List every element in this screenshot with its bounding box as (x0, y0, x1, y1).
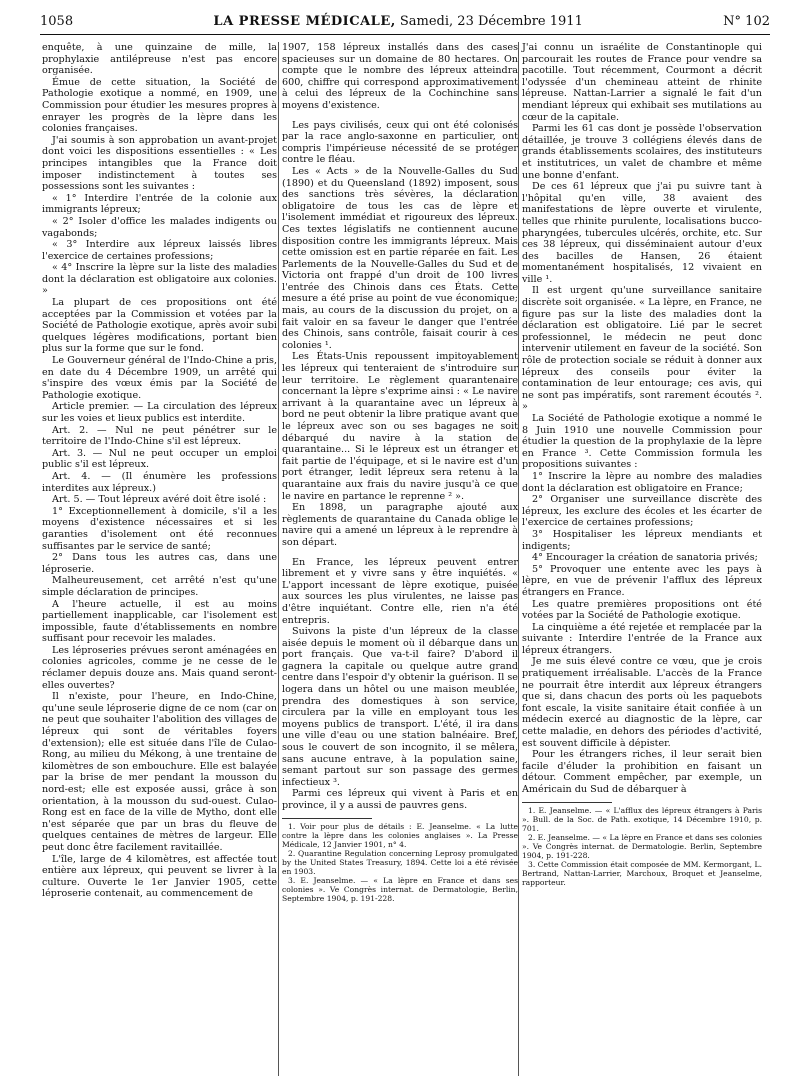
paragraph: Malheureusement, cet arrêté n'est qu'une simple déclaration de principes. (42, 575, 277, 598)
paragraph: De ces 61 lépreux que j'ai pu suivre tant à l'hôpital qu'en ville, 38 avaient des manifestations de lèpre ouverte et virulente, telles que rhinite purulente, localisations bucco-pharyngées, tubercules ulcérés, orchite, etc. Sur ces 38 lépreux, qui disséminaient autour d'eux des bacilles de Hansen, 26 étaient momentanément hospitalisés, 12 vivaient en ville ¹. (522, 181, 762, 285)
paragraph: J'ai soumis à son approbation un avant-projet dont voici les dispositions essentielles : « Les principes intangibles que la France doit imposer indistinctement à toutes ses possessions sont les suivantes : (42, 134, 277, 193)
footnote: 3. E. Jeanselme. — « La lèpre en France et dans ses colonies ». Ve Congrès internat. de Dermatologie, Berlin, Septembre 1904, p. 191-228. (282, 875, 518, 903)
footnotes (282, 822, 518, 903)
article-paragraph: Article premier. — La circulation des lépreux sur les voies et lieux publics est interdite. (42, 401, 277, 424)
paragraph: Parmi ces lépreux qui vivent à Paris et en province, il y a aussi de pauvres gens. (282, 788, 518, 811)
paragraph: 2° Organiser une surveillance discrète des lépreux, les exclure des écoles et les écarter de l'exercice de certaines professions; (522, 494, 762, 529)
paragraph: En 1898, un paragraphe ajouté aux règlements de quarantaine du Canada oblige le navire qui a amené un lépreux à le reprendre à son départ. (282, 502, 518, 548)
page-number: 1058 (40, 13, 74, 29)
journal-masthead (213, 14, 582, 29)
paragraph: Les léproseries prévues seront aménagées en colonies agricoles, comme je ne cesse de le réclamer depuis douze ans. Mais quand seront-elles ouvertes? (42, 644, 277, 691)
paragraph: Il est urgent qu'une surveillance sanitaire discrète soit organisée. « La lèpre, en France, ne figure pas sur la liste des maladies dont la déclaration est obligatoire. Lié par le secret professionnel, le médecin ne peut donc intervenir utilement en faveur de la société. Son rôle de protection sociale se réduit à donner aux lépreux des conseils pour éviter la contamination de leur entourage; ces avis, qui ne sont pas impératifs, sont rarement écoutés ². » (522, 285, 762, 413)
paragraph: Les pays civilisés, ceux qui ont été colonisés par la race anglo-saxonne en particulier, ont compris l'impérieuse nécessité de se protéger contre le fléau. (282, 119, 518, 166)
paragraph: « 4° Inscrire la lèpre sur la liste des maladies dont la déclaration est obligatoire aux colonies. » (42, 262, 277, 297)
issue-date: Samedi, 23 Décembre 1911 (395, 13, 583, 29)
paragraph: 2° Dans tous les autres cas, dans une léproserie. (42, 552, 277, 575)
paragraph: La Société de Pathologie exotique a nommé le 8 Juin 1910 une nouvelle Commission pour étudier la question de la prophylaxie de la lèpre en France ³. Cette Commission formula les propositions suivantes : (522, 413, 762, 471)
column-left (42, 42, 277, 900)
paragraph: 4° Encourager la création de sanatoria privés; (532, 552, 758, 564)
paragraph: « 3° Interdire aux lépreux laissés libres l'exercice de certaines professions; (42, 239, 277, 262)
column-right (522, 42, 762, 887)
paragraph: Parmi les 61 cas dont je possède l'observation détaillée, je trouve 3 collégiens élevés dans de grands établissements scolaires, des instituteurs et institutrices, un valet de chambre et même une bonne d'enfant. (522, 123, 762, 181)
paragraph: Suivons la piste d'un lépreux de la classe aisée depuis le moment où il débarque dans un port français. Que va-t-il faire? D'abord il gagnera la capitale ou quelque autre grand centre dans l'espoir d'y obtenir la guérison. Il se logera dans un hôtel ou une maison meublée, prendra des domestiques à son service, circulera par la ville en employant tous les moyens publics de transport. L'été, il ira dans une ville d'eau ou une station balnéaire. Bref, sous le couvert de son incognito, il se mêlera, sans aucune entrave, à la population saine, semant partout sur son passage des germes infectieux ³. (282, 626, 518, 788)
article-paragraph: Art. 2. — Nul ne peut pénétrer sur le territoire de l'Indo-Chine s'il est lépreux. (42, 424, 277, 448)
paragraph: L'île, large de 4 kilomètres, est affectée tout entière aux lépreux, qui peuvent se livrer à la culture. Ouverte le 1er Janvier 1905, cette léproserie contenait, au commencement de (42, 853, 277, 900)
footnote-separator (522, 802, 612, 803)
paragraph: « 1° Interdire l'entrée de la colonie aux immigrants lépreux; (42, 192, 277, 216)
paragraph: 1907, 158 lépreux installés dans des cases spacieuses sur un domaine de 80 hectares. On compte que le nombre des lépreux atteindra 600, chiffre qui correspond approximativement à celui des lépreux de la Cochinchine sans moyens d'existence. (282, 42, 518, 111)
paragraph: A l'heure actuelle, il est au moins partiellement inapplicable, car l'isolement est impossible, faute d'établissements en nombre suffisant pour recevoir les malades. (42, 598, 277, 645)
paragraph: Je me suis élevé contre ce vœu, que je crois pratiquement irréalisable. L'accès de la France ne pourrait être interdit aux lépreux étrangers que si, dans chacun des ports où les paquebots font escale, la visite sanitaire était confiée à un médecin exercé au diagnostic de la lèpre, car cette maladie, en dehors des périodes d'activité, est souvent difficile à dépister. (522, 656, 762, 749)
paragraph: Il n'existe, pour l'heure, en Indo-Chine, qu'une seule léproserie digne de ce nom (car on ne peut que souhaiter l'abolition des villages de lépreux qui sont de véritables foyers d'extension); elle est située dans l'île de Culao-Rong, au milieu du Mékong, à une trentaine de kilomètres de son embouchure. Elle est balayée par la brise de mer pendant la mousson du nord-est; elle est exposée aussi, grâce à son orientation, à la mousson du sud-ouest. Culao-Rong est en face de la ville de Mytho, dont elle n'est séparée que par un bras du fleuve de quelques centaines de mètres de largeur. Elle peut donc être facilement ravitaillée. (42, 691, 277, 853)
footnote: 2. Quarantine Regulation concerning Leprosy promulgated by the United States Treasury, 1894. Cette loi a été révisée en 1903. (282, 848, 518, 876)
paragraph: La plupart de ces propositions ont été acceptées par la Commission et votées par la Société de Pathologie exotique, après avoir subi quelques légères modifications, portant bien plus sur la forme que sur le fond. (42, 297, 277, 355)
paragraph: J'ai connu un israélite de Constantinople qui parcourait les routes de France pour vendre sa pacotille. Tout récemment, Courmont a décrit l'odyssée d'un chemineau atteint de rhinite lépreuse. Nattan-Larrier a signalé le fait d'un mendiant lépreux qui exhibait ses mutilations au cœur de la capitale. (522, 42, 762, 123)
article-paragraph: Art. 4. — (Il énumère les professions interdites aux lépreux.) (42, 470, 277, 494)
paragraph: 3° Hospitaliser les lépreux mendiants et indigents; (522, 528, 762, 552)
paragraph: Les États-Unis repoussent impitoyablement les lépreux qui tenteraient de s'introduire sur leur territoire. Le règlement quarantenaire concernant la lèpre s'exprime ainsi : « Le navire arrivant à la quarantaine avec un lépreux à bord ne peut obtenir la libre pratique avant que le lépreux avec son ou ses bagages ne soit débarqué du navire à la station de quarantaine... Si le lépreux est un étranger et fait partie de l'équipage, et si le navire est d'un port étranger, ledit lépreux sera retenu à la quarantaine aux frais du navire jusqu'à ce que le navire en partance le reprenne ² ». (282, 351, 518, 502)
article-paragraph: Art. 5. — Tout lépreux avéré doit être isolé : (52, 494, 267, 506)
paragraph: Le Gouverneur général de l'Indo-Chine a pris, en date du 4 Décembre 1909, un arrêté qui s'inspire des vœux émis par la Société de Pathologie exotique. (42, 355, 277, 401)
footnote: 3. Cette Commission était composée de MM. Kermorgant, L. Bertrand, Nattan-Larrier, Marchoux, Broquet et Jeanselme, rapporteur. (522, 859, 762, 887)
footnotes (522, 806, 762, 887)
paragraph: Les quatre premières propositions ont été votées par la Société de Pathologie exotique. (522, 598, 762, 622)
paragraph: 1° Inscrire la lèpre au nombre des maladies dont la déclaration est obligatoire en France; (522, 470, 762, 494)
article-paragraph: Art. 3. — Nul ne peut occuper un emploi public s'il est lépreux. (42, 447, 277, 471)
column-rule (518, 42, 519, 1076)
paragraph: 5° Provoquer une entente avec les pays à lèpre, en vue de prévenir l'afflux des lépreux étrangers en France. (522, 563, 762, 598)
footnote: 1. E. Jeanselme. — « L'afflux des lépreux étrangers à Paris ». Bull. de la Soc. de Path. exotique, 14 Décembre 1910, p. 701. (522, 805, 762, 833)
footnote-separator (282, 818, 372, 819)
paragraph: « 2° Isoler d'office les malades indigents ou vagabonds; (42, 215, 277, 239)
footnote: 1. Voir pour plus de détails : E. Jeanselme. « La lutte contre la lèpre dans les colonies anglaises ». La Presse Médicale, 12 Janvier 1901, n° 4. (282, 821, 518, 849)
footnote: 2. E. Jeanselme. — « La lèpre en France et dans ses colonies ». Ve Congrès internat. de Dermatologie. Berlin, Septembre 1904, p. 191-228. (522, 832, 762, 860)
issue-number: N° 102 (723, 13, 770, 29)
page-header (40, 8, 770, 35)
paragraph: Pour les étrangers riches, il leur serait bien facile d'éluder la prohibition en faisant un détour. Comment empêcher, par exemple, un Américain du Sud de débarquer à (522, 749, 762, 795)
journal-title: LA PRESSE MÉDICALE, (213, 13, 396, 29)
column-rule (278, 42, 279, 1076)
column-middle (282, 42, 518, 903)
paragraph: Les « Acts » de la Nouvelle-Galles du Sud (1890) et du Queensland (1892) imposent, sous des sanctions très sévères, la déclaration obligatoire de tous les cas de lèpre et l'isolement immédiat et rigoureux des lépreux. Ces textes législatifs ne contiennent aucune disposition contre les immigrants lépreux. Mais cette omission est en partie réparée en fait. Les Parlements de la Nouvelle-Galles du Sud et de Victoria ont frappé d'un droit de 100 livres l'entrée des Chinois dans ces États. Cette mesure a été prise au point de vue économique; mais, au cours de la discussion du projet, on a fait valoir en sa faveur le danger que l'entrée des Chinois, sans contrôle, faisait courir à ces colonies ¹. (282, 165, 518, 351)
paragraph: La cinquième a été rejetée et remplacée par la suivante : Interdire l'entrée de la France aux lépreux étrangers. (522, 621, 762, 656)
paragraph: enquête, à une quinzaine de mille, la prophylaxie antilépreuse n'est pas encore organisée. (42, 42, 277, 77)
paragraph: 1° Exceptionnellement à domicile, s'il a les moyens d'existence nécessaires et si les garanties d'isolement ont été reconnues suffisantes par le service de santé; (42, 505, 277, 552)
paragraph: En France, les lépreux peuvent entrer librement et y vivre sans y être inquiétés. « L'apport incessant de lèpre exotique, puisée aux sources les plus virulentes, ne laisse pas d'être inquiétant. Contre elle, rien n'a été entrepris. (282, 556, 518, 626)
paragraph: Émue de cette situation, la Société de Pathologie exotique a nommé, en 1909, une Commission pour étudier les mesures propres à enrayer les progrès de la lèpre dans les colonies françaises. (42, 76, 277, 135)
